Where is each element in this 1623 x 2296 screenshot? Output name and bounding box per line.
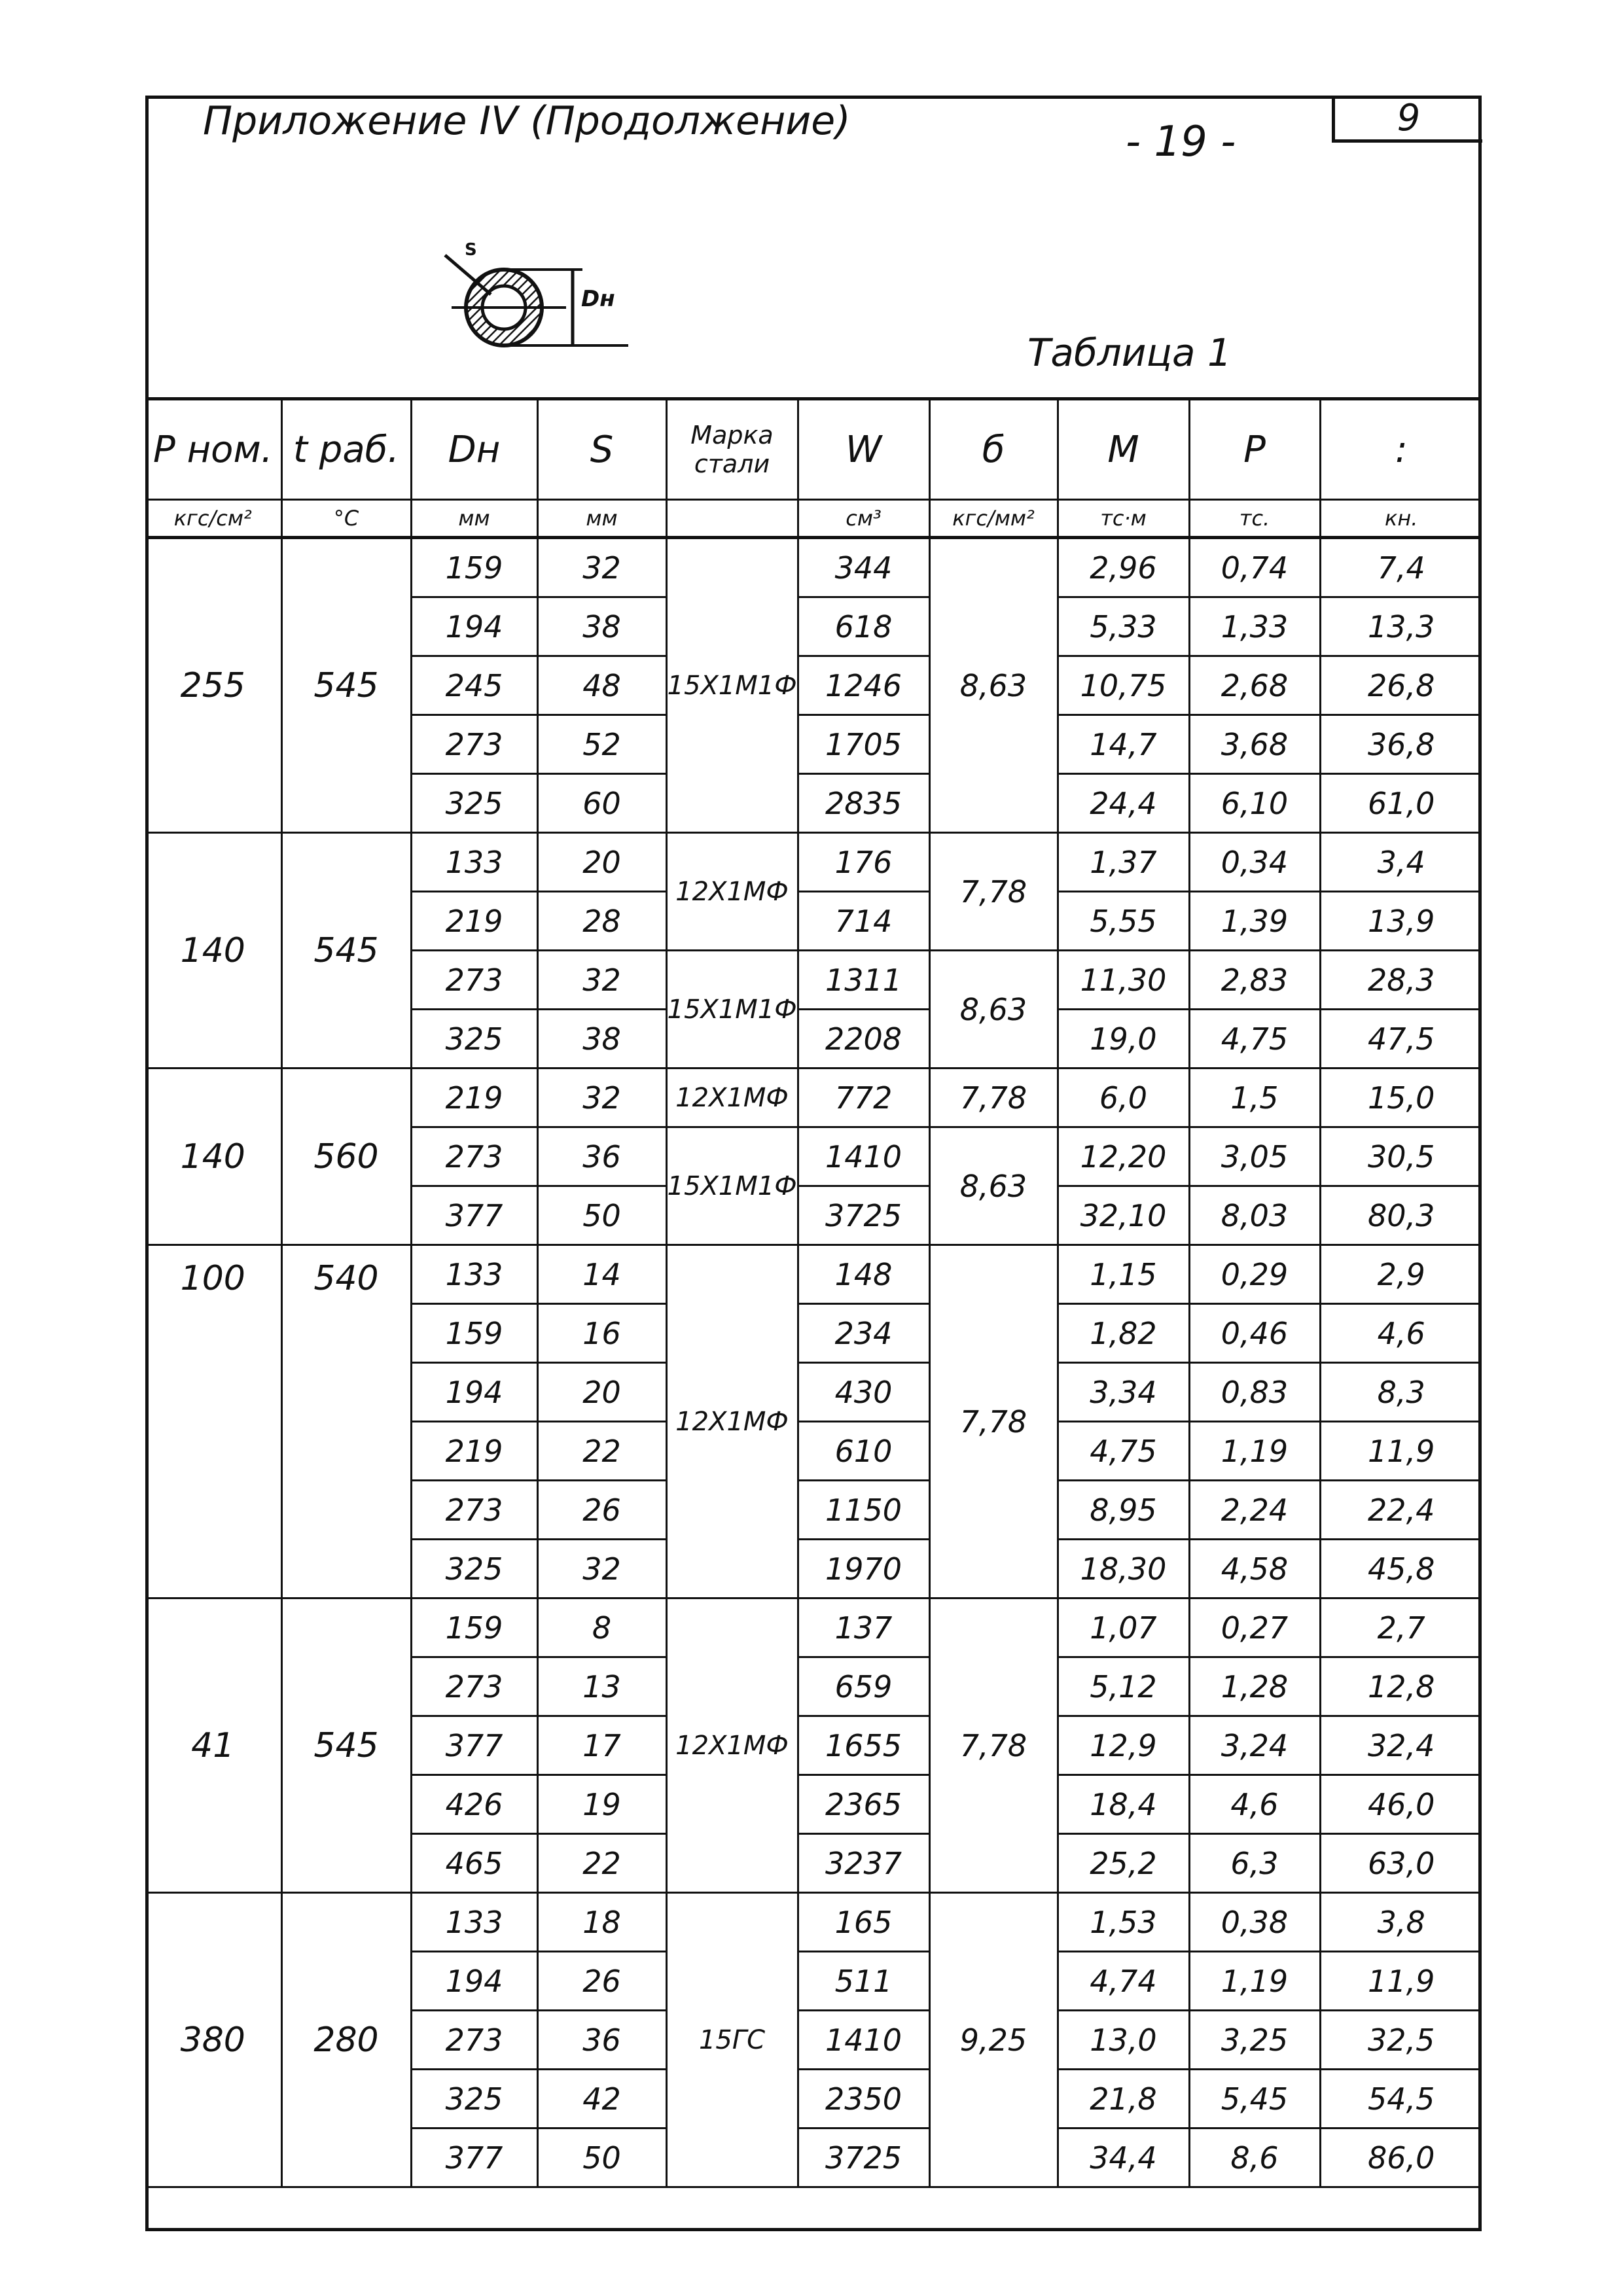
cell-force: 2,24 — [1189, 1481, 1320, 1540]
cell-moment: 8,95 — [1058, 1481, 1189, 1540]
cell-force: 3,68 — [1189, 715, 1320, 774]
cell-force-kn: 11,9 — [1320, 1422, 1482, 1481]
cell-force-kn: 15,0 — [1320, 1069, 1482, 1127]
unit-steel-grade — [666, 500, 798, 538]
cell-moment: 3,34 — [1058, 1363, 1189, 1422]
cell-steel-grade: 12Х1МФ — [666, 1598, 798, 1893]
cell-wall-thickness: 32 — [537, 951, 666, 1010]
cell-wall-thickness: 48 — [537, 656, 666, 715]
cell-moment: 32,10 — [1058, 1186, 1189, 1245]
cell-moment: 24,4 — [1058, 774, 1189, 833]
cell-section-modulus: 511 — [798, 1952, 929, 2011]
cell-force: 1,39 — [1189, 892, 1320, 951]
cell-outer-diameter: 273 — [411, 1481, 537, 1540]
cell-wall-thickness: 52 — [537, 715, 666, 774]
cell-force: 8,03 — [1189, 1186, 1320, 1245]
cell-outer-diameter: 133 — [411, 833, 537, 892]
cell-outer-diameter: 325 — [411, 1540, 537, 1598]
unit-outer-diameter: мм — [411, 500, 537, 538]
cell-force-kn: 47,5 — [1320, 1010, 1482, 1069]
col-header-moment: M — [1058, 400, 1189, 500]
cell-stress: 7,78 — [929, 1069, 1058, 1127]
cell-section-modulus: 234 — [798, 1304, 929, 1363]
col-header-outer-diameter: Dн — [411, 400, 537, 500]
cell-moment: 14,7 — [1058, 715, 1189, 774]
cell-wall-thickness: 32 — [537, 1069, 666, 1127]
cell-wall-thickness: 22 — [537, 1834, 666, 1893]
cell-wall-thickness: 16 — [537, 1304, 666, 1363]
cell-wall-thickness: 38 — [537, 597, 666, 656]
col-header-wall-thickness: S — [537, 400, 666, 500]
col-header-section-modulus: W — [798, 400, 929, 500]
cell-wall-thickness: 14 — [537, 1245, 666, 1304]
cell-moment: 1,82 — [1058, 1304, 1189, 1363]
cell-force: 5,45 — [1189, 2070, 1320, 2128]
cell-outer-diameter: 219 — [411, 1422, 537, 1481]
cell-moment: 5,12 — [1058, 1657, 1189, 1716]
cell-moment: 11,30 — [1058, 951, 1189, 1010]
cell-outer-diameter: 194 — [411, 597, 537, 656]
cell-outer-diameter: 245 — [411, 656, 537, 715]
wall-label: S — [465, 240, 477, 260]
cell-outer-diameter: 159 — [411, 1304, 537, 1363]
cell-stress: 8,63 — [929, 1127, 1058, 1245]
cell-force-kn: 2,7 — [1320, 1598, 1482, 1657]
cell-moment: 1,37 — [1058, 833, 1189, 892]
table-row — [145, 1069, 1482, 1127]
cell-force: 0,83 — [1189, 1363, 1320, 1422]
table-row — [145, 1893, 1482, 1952]
cell-outer-diameter: 194 — [411, 1363, 537, 1422]
cell-section-modulus: 3725 — [798, 2128, 929, 2187]
cell-steel-grade: 12Х1МФ — [666, 1069, 798, 1127]
cell-force-kn: 32,5 — [1320, 2011, 1482, 2070]
cell-steel-grade: 15Х1М1Ф — [666, 951, 798, 1069]
cell-outer-diameter: 219 — [411, 1069, 537, 1127]
cell-wall-thickness: 36 — [537, 1127, 666, 1186]
cell-force-kn: 3,8 — [1320, 1893, 1482, 1952]
cell-stress: 7,78 — [929, 1598, 1058, 1893]
cell-pressure: 255 — [145, 538, 281, 833]
cell-moment: 2,96 — [1058, 538, 1189, 597]
appendix-title: Приложение IV (Продолжение) — [203, 98, 851, 144]
cell-outer-diameter: 133 — [411, 1893, 537, 1952]
cell-force: 4,6 — [1189, 1775, 1320, 1834]
cell-force-kn: 36,8 — [1320, 715, 1482, 774]
cell-force: 3,05 — [1189, 1127, 1320, 1186]
cell-moment: 25,2 — [1058, 1834, 1189, 1893]
cell-temperature: 545 — [281, 1598, 411, 1893]
cell-temperature: 545 — [281, 538, 411, 833]
cell-section-modulus: 1150 — [798, 1481, 929, 1540]
cell-force: 0,34 — [1189, 833, 1320, 892]
cell-steel-grade: 15Х1М1Ф — [666, 1127, 798, 1245]
cell-force-kn: 11,9 — [1320, 1952, 1482, 2011]
cell-stress: 9,25 — [929, 1893, 1058, 2187]
cell-pressure: 41 — [145, 1598, 281, 1893]
cell-wall-thickness: 26 — [537, 1952, 666, 2011]
cell-pressure: 100 — [145, 1245, 281, 1598]
cell-moment: 12,20 — [1058, 1127, 1189, 1186]
cell-section-modulus: 2835 — [798, 774, 929, 833]
pipe-data-table — [145, 400, 1482, 2188]
cell-wall-thickness: 19 — [537, 1775, 666, 1834]
cell-wall-thickness: 32 — [537, 1540, 666, 1598]
cell-moment: 12,9 — [1058, 1716, 1189, 1775]
cell-force: 0,46 — [1189, 1304, 1320, 1363]
cell-section-modulus: 659 — [798, 1657, 929, 1716]
cell-wall-thickness: 32 — [537, 538, 666, 597]
cell-section-modulus: 2350 — [798, 2070, 929, 2128]
cell-stress: 7,78 — [929, 1245, 1058, 1598]
cell-force: 3,25 — [1189, 2011, 1320, 2070]
cell-force-kn: 86,0 — [1320, 2128, 1482, 2187]
col-header-force: P — [1189, 400, 1320, 500]
cell-temperature: 560 — [281, 1069, 411, 1245]
unit-temperature: °C — [281, 500, 411, 538]
cell-wall-thickness: 22 — [537, 1422, 666, 1481]
cell-section-modulus: 1970 — [798, 1540, 929, 1598]
cell-force: 2,83 — [1189, 951, 1320, 1010]
cell-force-kn: 12,8 — [1320, 1657, 1482, 1716]
cell-outer-diameter: 426 — [411, 1775, 537, 1834]
cell-wall-thickness: 50 — [537, 2128, 666, 2187]
cell-pressure: 380 — [145, 1893, 281, 2187]
cell-outer-diameter: 194 — [411, 1952, 537, 2011]
cell-steel-grade: 12Х1МФ — [666, 1245, 798, 1598]
cell-force: 1,19 — [1189, 1952, 1320, 2011]
cell-outer-diameter: 377 — [411, 2128, 537, 2187]
cell-section-modulus: 165 — [798, 1893, 929, 1952]
cell-section-modulus: 1655 — [798, 1716, 929, 1775]
table-body — [145, 538, 1482, 2187]
cell-section-modulus: 1410 — [798, 2011, 929, 2070]
cell-wall-thickness: 20 — [537, 1363, 666, 1422]
cell-temperature: 540 — [281, 1245, 411, 1598]
cell-stress: 7,78 — [929, 833, 1058, 951]
cell-force-kn: 28,3 — [1320, 951, 1482, 1010]
cell-moment: 5,33 — [1058, 597, 1189, 656]
cell-force: 0,74 — [1189, 538, 1320, 597]
cell-pressure: 140 — [145, 1069, 281, 1245]
cell-force: 0,38 — [1189, 1893, 1320, 1952]
cell-moment: 21,8 — [1058, 2070, 1189, 2128]
cell-force-kn: 45,8 — [1320, 1540, 1482, 1598]
cell-wall-thickness: 13 — [537, 1657, 666, 1716]
cell-force: 1,28 — [1189, 1657, 1320, 1716]
cell-force: 0,27 — [1189, 1598, 1320, 1657]
cell-steel-grade: 15ГС — [666, 1893, 798, 2187]
cell-section-modulus: 610 — [798, 1422, 929, 1481]
cell-wall-thickness: 8 — [537, 1598, 666, 1657]
cell-section-modulus: 1705 — [798, 715, 929, 774]
cell-wall-thickness: 28 — [537, 892, 666, 951]
cell-force-kn: 26,8 — [1320, 656, 1482, 715]
cell-temperature: 545 — [281, 833, 411, 1069]
cell-section-modulus: 772 — [798, 1069, 929, 1127]
pipe-cross-section-figure — [432, 236, 668, 360]
cell-force: 3,24 — [1189, 1716, 1320, 1775]
cell-force-kn: 4,6 — [1320, 1304, 1482, 1363]
cell-outer-diameter: 273 — [411, 1127, 537, 1186]
cell-force-kn: 2,9 — [1320, 1245, 1482, 1304]
cell-outer-diameter: 377 — [411, 1186, 537, 1245]
cell-section-modulus: 430 — [798, 1363, 929, 1422]
unit-pressure: кгс/см² — [145, 500, 281, 538]
cell-force: 4,58 — [1189, 1540, 1320, 1598]
unit-force: тс. — [1189, 500, 1320, 538]
cell-moment: 19,0 — [1058, 1010, 1189, 1069]
cell-force: 1,5 — [1189, 1069, 1320, 1127]
cell-moment: 4,74 — [1058, 1952, 1189, 2011]
cell-outer-diameter: 377 — [411, 1716, 537, 1775]
cell-moment: 18,30 — [1058, 1540, 1189, 1598]
cell-outer-diameter: 273 — [411, 715, 537, 774]
cell-force-kn: 46,0 — [1320, 1775, 1482, 1834]
cell-force: 0,29 — [1189, 1245, 1320, 1304]
cell-pressure: 140 — [145, 833, 281, 1069]
cell-moment: 13,0 — [1058, 2011, 1189, 2070]
cell-force-kn: 22,4 — [1320, 1481, 1482, 1540]
cell-section-modulus: 1311 — [798, 951, 929, 1010]
cell-wall-thickness: 42 — [537, 2070, 666, 2128]
cell-section-modulus: 148 — [798, 1245, 929, 1304]
cell-outer-diameter: 325 — [411, 2070, 537, 2128]
cell-section-modulus: 2365 — [798, 1775, 929, 1834]
cell-force: 1,33 — [1189, 597, 1320, 656]
cell-section-modulus: 714 — [798, 892, 929, 951]
cell-force-kn: 61,0 — [1320, 774, 1482, 833]
cell-stress: 8,63 — [929, 538, 1058, 833]
cell-force-kn: 3,4 — [1320, 833, 1482, 892]
cell-outer-diameter: 273 — [411, 951, 537, 1010]
cell-wall-thickness: 18 — [537, 1893, 666, 1952]
table-row — [145, 833, 1482, 892]
sheet-number: 9 — [1332, 97, 1482, 143]
cell-section-modulus: 618 — [798, 597, 929, 656]
cell-force-kn: 30,5 — [1320, 1127, 1482, 1186]
table-row — [145, 1598, 1482, 1657]
cell-outer-diameter: 325 — [411, 1010, 537, 1069]
unit-moment: тс·м — [1058, 500, 1189, 538]
cell-force: 1,19 — [1189, 1422, 1320, 1481]
page-number: - 19 - — [1126, 118, 1236, 166]
cell-force-kn: 80,3 — [1320, 1186, 1482, 1245]
cell-force-kn: 13,3 — [1320, 597, 1482, 656]
cell-wall-thickness: 60 — [537, 774, 666, 833]
cell-outer-diameter: 133 — [411, 1245, 537, 1304]
cell-wall-thickness: 36 — [537, 2011, 666, 2070]
cell-section-modulus: 176 — [798, 833, 929, 892]
cell-force-kn: 32,4 — [1320, 1716, 1482, 1775]
cell-force-kn: 54,5 — [1320, 2070, 1482, 2128]
cell-section-modulus: 344 — [798, 538, 929, 597]
cell-moment: 10,75 — [1058, 656, 1189, 715]
cell-wall-thickness: 17 — [537, 1716, 666, 1775]
cell-force: 8,6 — [1189, 2128, 1320, 2187]
cell-force-kn: 13,9 — [1320, 892, 1482, 951]
col-header-steel-grade: Марка стали — [666, 400, 798, 500]
cell-moment: 4,75 — [1058, 1422, 1189, 1481]
cell-moment: 5,55 — [1058, 892, 1189, 951]
unit-stress: кгс/мм² — [929, 500, 1058, 538]
unit-wall-thickness: мм — [537, 500, 666, 538]
cell-section-modulus: 3725 — [798, 1186, 929, 1245]
cell-force: 2,68 — [1189, 656, 1320, 715]
unit-section-modulus: см³ — [798, 500, 929, 538]
col-header-pressure: P ном. — [145, 400, 281, 500]
col-header-force-kn: : — [1320, 400, 1482, 500]
cell-section-modulus: 1246 — [798, 656, 929, 715]
cell-force: 6,10 — [1189, 774, 1320, 833]
table-caption: Таблица 1 — [1027, 330, 1232, 375]
cell-outer-diameter: 465 — [411, 1834, 537, 1893]
cell-force-kn: 7,4 — [1320, 538, 1482, 597]
cell-moment: 1,53 — [1058, 1893, 1189, 1952]
cell-steel-grade: 12Х1МФ — [666, 833, 798, 951]
cell-force-kn: 63,0 — [1320, 1834, 1482, 1893]
cell-moment: 6,0 — [1058, 1069, 1189, 1127]
diameter-label: Dн — [581, 286, 615, 312]
cell-wall-thickness: 50 — [537, 1186, 666, 1245]
cell-outer-diameter: 159 — [411, 1598, 537, 1657]
cell-moment: 18,4 — [1058, 1775, 1189, 1834]
cell-force: 4,75 — [1189, 1010, 1320, 1069]
cell-outer-diameter: 273 — [411, 1657, 537, 1716]
cell-moment: 1,07 — [1058, 1598, 1189, 1657]
cell-force: 6,3 — [1189, 1834, 1320, 1893]
cell-outer-diameter: 159 — [411, 538, 537, 597]
cell-wall-thickness: 26 — [537, 1481, 666, 1540]
cell-outer-diameter: 219 — [411, 892, 537, 951]
cell-section-modulus: 3237 — [798, 1834, 929, 1893]
cell-force-kn: 8,3 — [1320, 1363, 1482, 1422]
col-header-stress: б — [929, 400, 1058, 500]
cell-moment: 1,15 — [1058, 1245, 1189, 1304]
table-row — [145, 538, 1482, 597]
col-header-temperature: t раб. — [281, 400, 411, 500]
table-row — [145, 1245, 1482, 1304]
cell-wall-thickness: 38 — [537, 1010, 666, 1069]
cell-outer-diameter: 325 — [411, 774, 537, 833]
unit-force-kn: кн. — [1320, 500, 1482, 538]
cell-wall-thickness: 20 — [537, 833, 666, 892]
cell-section-modulus: 2208 — [798, 1010, 929, 1069]
cell-temperature: 280 — [281, 1893, 411, 2187]
cell-stress: 8,63 — [929, 951, 1058, 1069]
cell-steel-grade: 15Х1М1Ф — [666, 538, 798, 833]
cell-outer-diameter: 273 — [411, 2011, 537, 2070]
cell-section-modulus: 1410 — [798, 1127, 929, 1186]
cell-moment: 34,4 — [1058, 2128, 1189, 2187]
cell-section-modulus: 137 — [798, 1598, 929, 1657]
